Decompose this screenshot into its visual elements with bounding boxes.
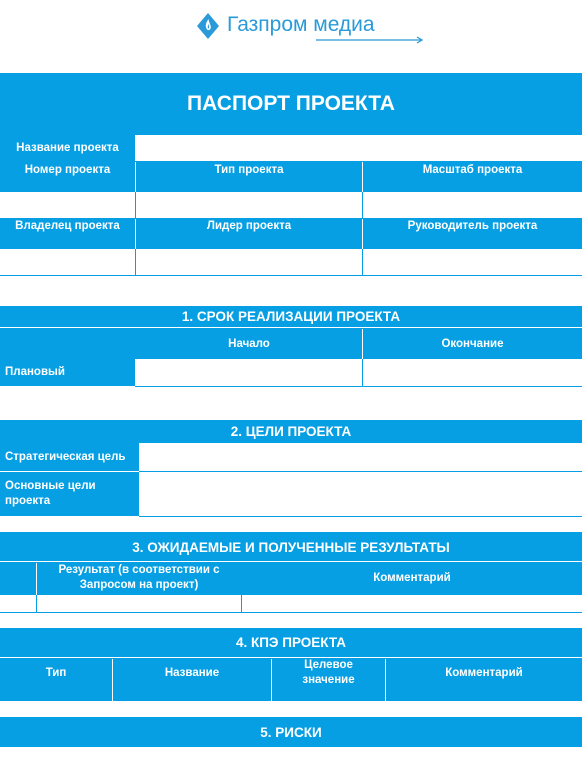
- divider: [36, 563, 37, 595]
- project-type-field[interactable]: [136, 192, 362, 218]
- start-date-label: Начало: [228, 337, 270, 350]
- divider: [139, 516, 582, 517]
- divider: [135, 192, 136, 218]
- project-leader-label: Лидер проекта: [206, 220, 292, 232]
- result-comment-field[interactable]: [242, 595, 582, 612]
- timeline-section-title: 1. СРОК РЕАЛИЗАЦИИ ПРОЕКТА: [0, 306, 582, 327]
- project-manager-label: Руководитель проекта: [407, 220, 538, 232]
- divider: [135, 386, 582, 387]
- logo-text: Газпром медиа: [227, 13, 375, 36]
- project-number-label: Номер проекта: [24, 164, 111, 176]
- result-label: Результат (в соответствии с Запросом на проект): [58, 564, 220, 591]
- kpi-comment-label: Комментарий: [445, 667, 523, 679]
- divider: [362, 359, 363, 386]
- project-scale-field[interactable]: [363, 192, 582, 218]
- goals-section-title: 2. ЦЕЛИ ПРОЕКТА: [0, 420, 582, 443]
- result-row-number-field[interactable]: [0, 595, 36, 612]
- divider: [0, 275, 582, 276]
- project-name-label: Название проекта: [0, 135, 135, 161]
- divider: [0, 612, 582, 613]
- strategic-goal-field[interactable]: [139, 443, 582, 471]
- kpi-target-label: Целевое значение: [302, 659, 355, 686]
- divider: [362, 329, 363, 359]
- divider: [112, 659, 113, 701]
- main-goals-field[interactable]: [139, 472, 582, 516]
- kpi-type-label: Тип: [45, 667, 67, 679]
- divider: [362, 219, 363, 249]
- divider: [36, 595, 37, 612]
- strategic-goal-label: Стратегическая цель: [0, 443, 139, 471]
- project-leader-field[interactable]: [136, 249, 362, 275]
- planned-start-field[interactable]: [136, 359, 362, 386]
- page-title: [0, 73, 582, 135]
- main-goals-label: Основные цели проекта: [0, 472, 139, 516]
- project-number-field[interactable]: [0, 192, 135, 218]
- results-section-title: 3. ОЖИДАЕМЫЕ И ПОЛУЧЕННЫЕ РЕЗУЛЬТАТЫ: [0, 532, 582, 562]
- planned-label: Плановый: [0, 359, 135, 386]
- end-date-label: Окончание: [441, 337, 504, 350]
- project-type-label: Тип проекта: [214, 164, 284, 176]
- kpi-name-label: Название: [164, 667, 220, 679]
- result-field[interactable]: [37, 595, 241, 612]
- project-scale-label: Масштаб проекта: [422, 164, 523, 176]
- kpi-section-title: 4. КПЭ ПРОЕКТА: [0, 628, 582, 657]
- divider: [362, 192, 363, 218]
- planned-end-field[interactable]: [363, 359, 582, 386]
- divider: [135, 162, 136, 192]
- divider: [385, 659, 386, 701]
- risks-section-title: 5. РИСКИ: [0, 717, 582, 747]
- divider: [135, 219, 136, 249]
- result-comment-label: Комментарий: [373, 571, 451, 584]
- divider: [362, 249, 363, 275]
- divider: [135, 249, 136, 275]
- project-owner-field[interactable]: [0, 249, 135, 275]
- page-title-text: ПАСПОРТ ПРОЕКТА: [187, 92, 395, 115]
- divider: [362, 162, 363, 192]
- project-manager-field[interactable]: [363, 249, 582, 275]
- project-owner-label: Владелец проекта: [15, 220, 120, 232]
- logo: [196, 10, 426, 44]
- project-name-field[interactable]: [135, 135, 582, 161]
- divider: [271, 659, 272, 701]
- gazprom-flame-icon: [196, 12, 220, 40]
- arrow-right-icon: [316, 36, 426, 44]
- divider: [241, 595, 242, 612]
